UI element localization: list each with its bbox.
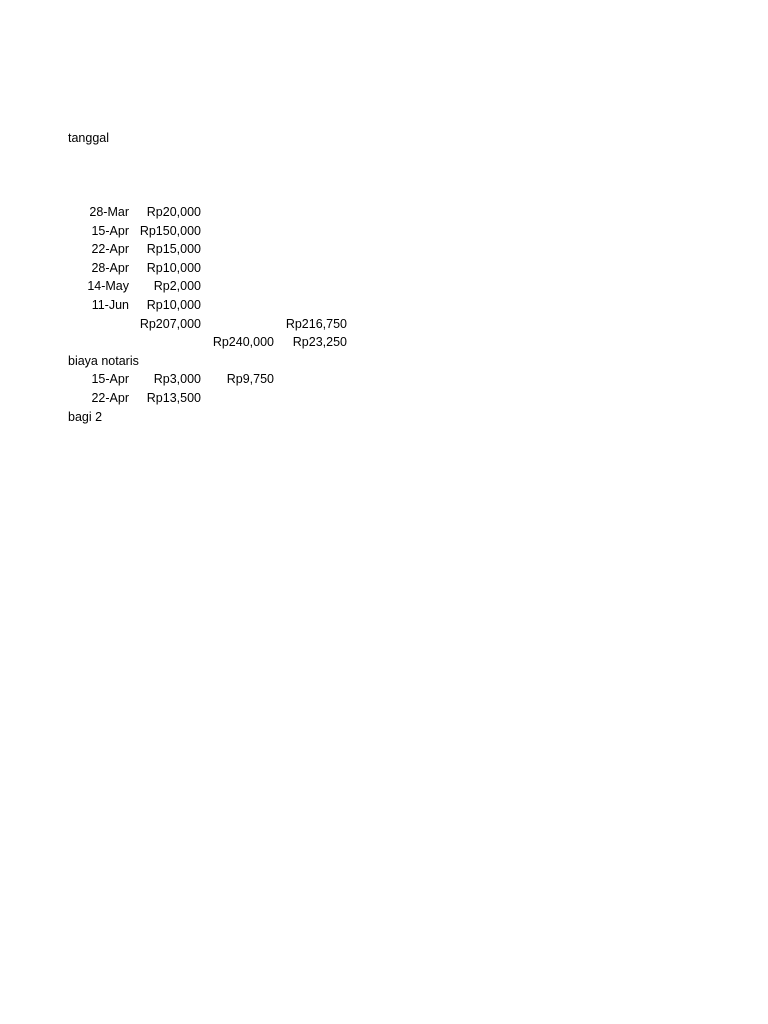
table-row	[0, 389, 768, 408]
notary-label: biaya notaris	[68, 353, 139, 368]
entry-amount: Rp10,000	[146, 297, 201, 312]
entry-date: 22-Apr	[91, 242, 129, 257]
split-label: bagi 2	[68, 409, 103, 424]
entry-amount: Rp2,000	[153, 279, 201, 294]
split-row	[0, 408, 768, 427]
entry-date: 15-Apr	[91, 223, 129, 238]
budget-value: Rp240,000	[212, 335, 274, 350]
entry-amount: Rp150,000	[139, 223, 201, 238]
table-row	[0, 370, 768, 389]
notary-extra: Rp9,750	[226, 372, 274, 387]
subtotal-value: Rp207,000	[139, 316, 201, 331]
total-value: Rp216,750	[285, 316, 347, 331]
entry-amount: Rp15,000	[146, 242, 201, 257]
table-row	[0, 222, 768, 241]
table-row	[0, 259, 768, 278]
tanggal-label: tanggal	[68, 130, 110, 145]
entry-date: 11-Jun	[91, 297, 129, 312]
entry-amount: Rp20,000	[146, 204, 201, 219]
notary-header-row	[0, 352, 768, 371]
table-row	[0, 277, 768, 296]
notary-date: 22-Apr	[91, 390, 129, 405]
notary-amount: Rp3,000	[153, 372, 201, 387]
remainder-value: Rp23,250	[292, 335, 347, 350]
notary-amount: Rp13,500	[146, 390, 201, 405]
entry-date: 28-Mar	[89, 204, 129, 219]
budget-row	[0, 333, 768, 352]
subtotal-row	[0, 315, 768, 334]
entry-date: 14-May	[87, 279, 129, 294]
entry-amount: Rp10,000	[146, 260, 201, 275]
header-row	[0, 129, 768, 148]
entry-date: 28-Apr	[91, 260, 129, 275]
table-row	[0, 203, 768, 222]
notary-date: 15-Apr	[91, 372, 129, 387]
table-row	[0, 240, 768, 259]
table-row	[0, 296, 768, 315]
